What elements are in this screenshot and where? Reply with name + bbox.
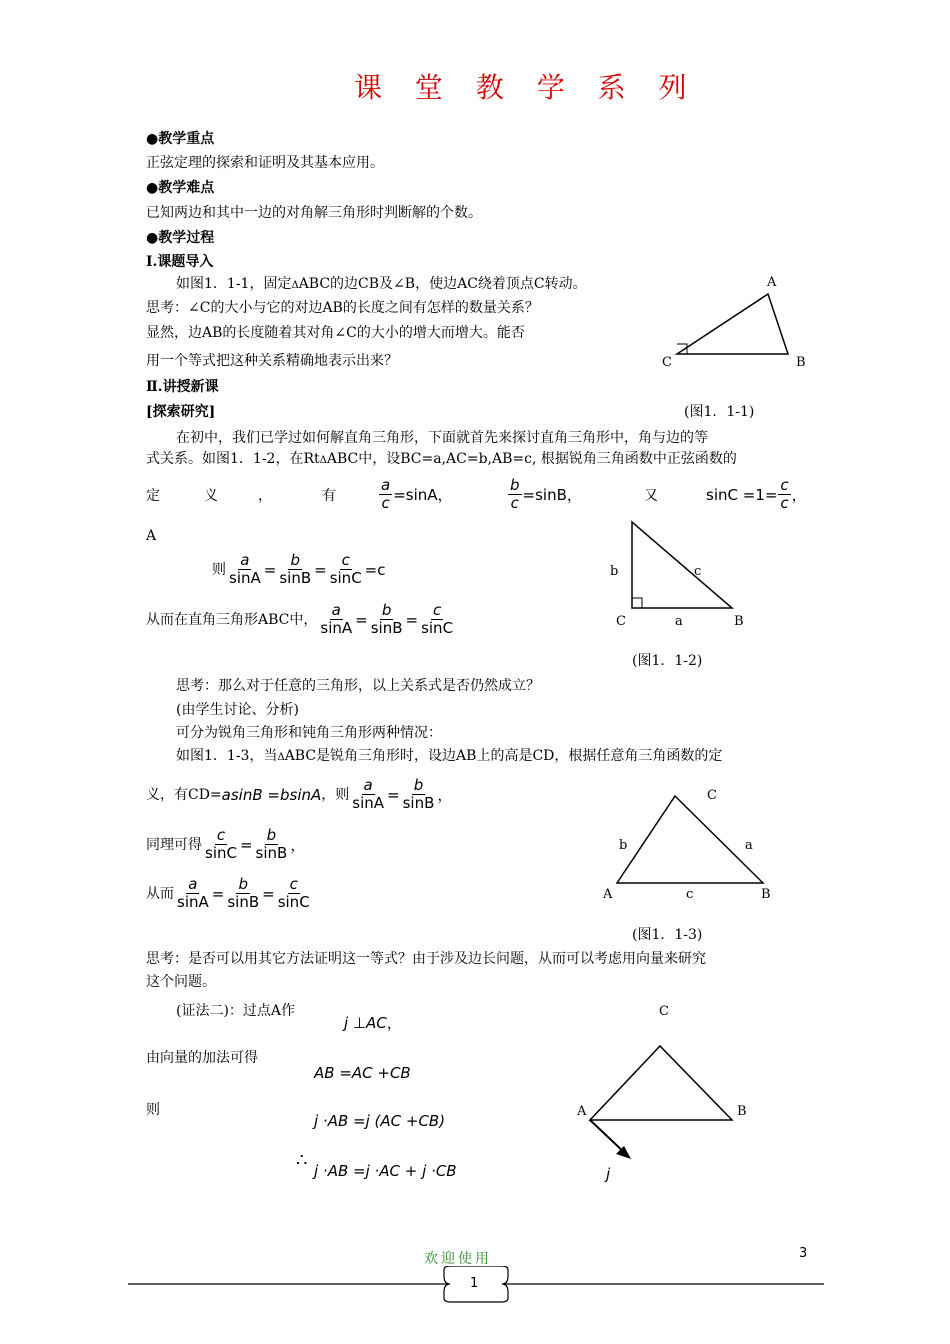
- think1-line: 思考：∠C的大小与它的对边AB的长度之间有怎样的数量关系？: [146, 300, 539, 316]
- label-a-side: a: [675, 614, 683, 629]
- def-have: 有: [322, 488, 336, 504]
- obvious-line: 显然，边AB的长度随着其对角∠C的大小的增大而增大。能否: [146, 325, 525, 341]
- para1-line1: 在初中，我们已学过如何解直角三角形，下面就首先来探讨直角三角形中，角与边的等: [176, 430, 708, 446]
- new-lesson-heading: Ⅱ.讲授新课: [146, 379, 219, 395]
- cases: 可分为锐角三角形和钝角三角形两种情况：: [176, 725, 442, 741]
- discuss: (由学生讨论、分析): [176, 702, 299, 718]
- explore-heading: [探索研究]: [146, 404, 216, 420]
- vector-triangle: [590, 1046, 732, 1120]
- label-c-vertex: C: [659, 1004, 669, 1019]
- triangle-abc: [677, 294, 788, 354]
- formula-b-over-c: $\frac{b}{c}$ =sinB ，: [510, 476, 582, 512]
- label-c-side: c: [694, 564, 702, 579]
- label-c-vertex: C: [707, 788, 717, 803]
- intro-line1: 如图1．1-1，固定ΔABC的边CB及∠B，使边AC绕着顶点C转动。: [176, 276, 587, 292]
- label-b-vertex: B: [734, 614, 744, 629]
- angle-symbol: ∠: [334, 325, 347, 341]
- formula-vec-eq1: AB =AC +CB: [314, 1064, 411, 1082]
- page-number-right: 3: [799, 1246, 808, 1261]
- para1-line2: 式关系。如图1．1-2，在RtΔABC中，设BC=a,AC=b,AB=c, 根据锐角三角函数中正弦函数的: [146, 451, 737, 467]
- therefore-symbol: ∴: [296, 1150, 308, 1171]
- acute-triangle: [617, 796, 763, 883]
- def-comma: ，: [258, 488, 272, 504]
- triangle-symbol: Δ: [319, 455, 327, 466]
- then2: 则: [146, 1102, 160, 1118]
- difficulty-heading: ●教学难点: [146, 180, 215, 196]
- angle-symbol: ∠: [393, 276, 405, 292]
- label-j: j: [606, 1165, 611, 1183]
- formula-similar: 同理可得 $\frac{c}{\sin C}$ = $\frac{b}{\sin B}$ ，: [146, 826, 306, 862]
- label-a-alone: A: [146, 528, 157, 544]
- intro-heading: Ⅰ.课题导入: [146, 254, 214, 270]
- label-a-vertex: A: [603, 887, 613, 902]
- para3-line1: 如图1．1-3，当ΔABC是锐角三角形时，设边AB上的高是CD，根据任意角三角函数的定: [176, 748, 723, 764]
- formula-cd: 义，有CD= asinB =bsinA ，则 $\frac{a}{\sin A}$ = $\frac{b}{\sin B}$ ，: [146, 776, 453, 812]
- page-title: 课 堂 教 学 系 列: [354, 71, 699, 104]
- label-c-vertex: C: [616, 614, 626, 629]
- formula-right-triangle: 从而在直角三角形ABC中， $\frac{a}{\sin A}$ = $\frac{b}{\sin B}$ = $\frac{c}{\sin C}$: [146, 601, 454, 637]
- label-c: C: [662, 355, 672, 370]
- focus-text: 正弦定理的探索和证明及其基本应用。: [146, 155, 384, 171]
- formula-ratio-c: 则 $\frac{a}{\sin A}$ = $\frac{b}{\sin B}$ = $\frac{c}{\sin C}$ =c: [212, 551, 386, 587]
- def-also: 又: [644, 488, 658, 504]
- figure-vector: [570, 998, 770, 1188]
- figure-1-2: [600, 510, 760, 635]
- angle-symbol: ∠: [188, 300, 200, 316]
- formula-a-over-c: $\frac{a}{c}$ =sinA ，: [381, 476, 453, 512]
- think3-line2: 这个问题。: [146, 974, 216, 990]
- think3-line1: 思考：是否可以用其它方法证明这一等式？由于涉及边长问题，从而可以考虑用向量来研究: [146, 951, 706, 967]
- def-word1: 定: [146, 488, 160, 504]
- equation-line: 用一个等式把这种关系精确地表示出来？: [146, 353, 398, 369]
- process-heading: ●教学过程: [146, 230, 215, 246]
- proof2: (证法二)：过点A作: [176, 1003, 296, 1019]
- label-b-vertex: B: [761, 887, 771, 902]
- right-angle-mark: [632, 598, 642, 608]
- label-a-side: a: [745, 838, 753, 853]
- label-a: A: [767, 275, 777, 290]
- right-triangle: [632, 522, 732, 608]
- vector-add: 由向量的加法可得: [146, 1050, 258, 1066]
- def-word2: 义: [204, 488, 218, 504]
- fig2-caption: (图1．1-2): [632, 653, 703, 669]
- fig1-caption: (图1．1-1): [684, 404, 755, 420]
- formula-vec-eq3: j ·AB =j ·AC + j ·CB: [314, 1162, 457, 1180]
- formula-sinc: sinC =1= $\frac{c}{c}$ ，: [706, 476, 807, 512]
- figure-1-3: [595, 780, 785, 905]
- formula-conclusion: 从而 $\frac{a}{\sin A}$ = $\frac{b}{\sin B}$ = $\frac{c}{\sin C}$: [146, 875, 310, 911]
- difficulty-text: 已知两边和其中一边的对角解三角形时判断解的个数。: [146, 205, 482, 221]
- triangle-symbol: Δ: [291, 280, 299, 291]
- label-b-side: b: [610, 564, 619, 579]
- think2: 思考：那么对于任意的三角形，以上关系式是否仍然成立？: [176, 678, 540, 694]
- figure-1-1: [655, 270, 815, 375]
- fig3-caption: (图1．1-3): [632, 927, 703, 943]
- formula-vec-eq2: j ·AB =j (AC +CB): [314, 1112, 446, 1130]
- label-c-side: c: [686, 887, 694, 902]
- label-b: B: [796, 355, 806, 370]
- label-b-vertex: B: [737, 1104, 747, 1119]
- formula-j-perp: j ⊥AC，: [344, 1014, 402, 1032]
- label-a-vertex: A: [577, 1104, 587, 1119]
- label-b-side: b: [619, 838, 628, 853]
- focus-heading: ●教学重点: [146, 131, 215, 147]
- triangle-symbol: Δ: [277, 752, 285, 763]
- page-number: 1: [470, 1276, 479, 1291]
- footer-text: 欢迎使用: [424, 1251, 492, 1267]
